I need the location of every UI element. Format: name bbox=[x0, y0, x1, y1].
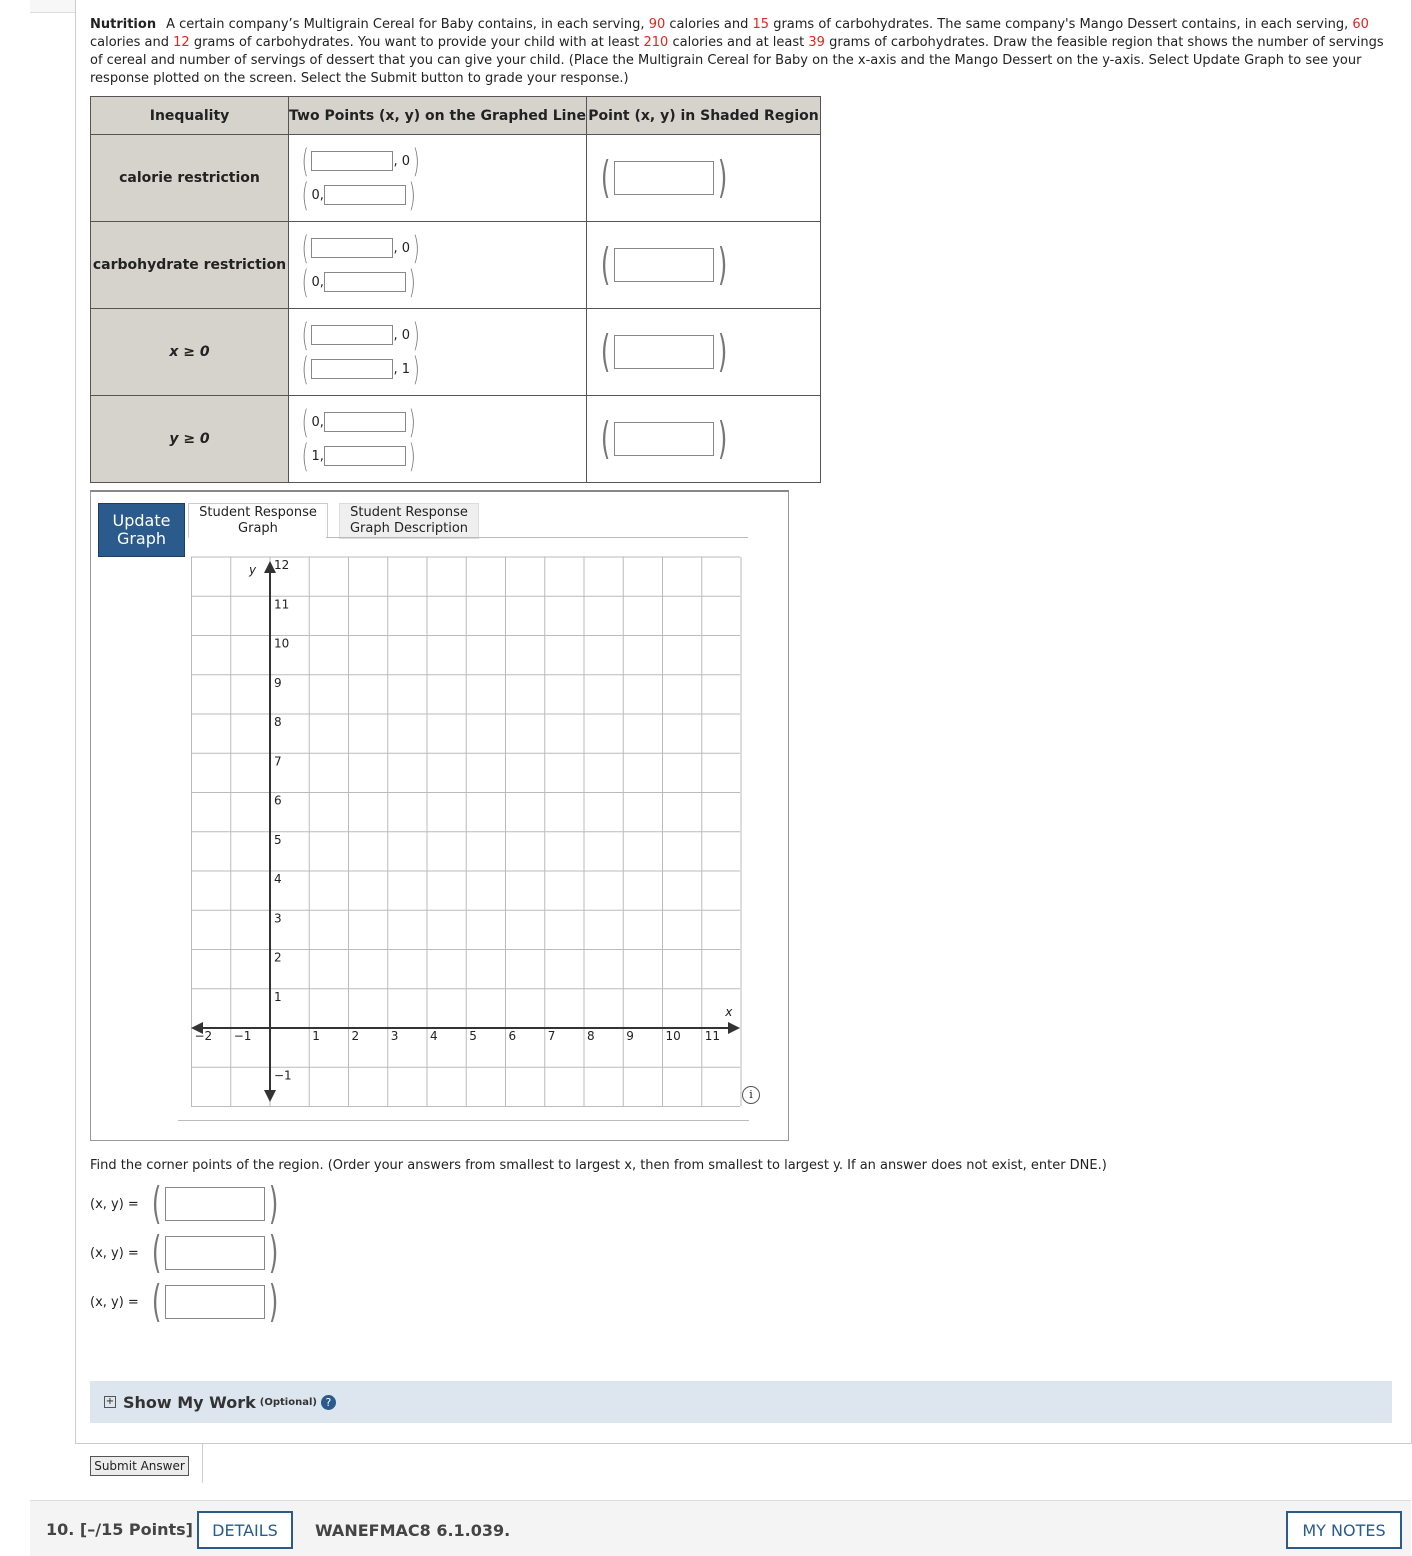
x-tick-label: 11 bbox=[704, 1029, 721, 1043]
q-value: 60 bbox=[1352, 17, 1369, 32]
q-seg: grams of carbohydrates. Draw the feasible region that shows the number of servings of cereal and number of servings of dessert that you can give your child. (Place the Multigrain Cereal for Baby on the x-axis and the Mango Dessert on the y-axis. Select Update Graph to see your response plotted on the screen. Select the Submit button to grade your response.) bbox=[90, 35, 1384, 86]
pt-prefix: 1, bbox=[311, 448, 324, 464]
q-value: 90 bbox=[648, 17, 666, 32]
update-graph-button[interactable]: Update Graph bbox=[98, 503, 185, 557]
row-label: carbohydrate restriction bbox=[91, 222, 289, 309]
pt-suffix: , 0 bbox=[393, 240, 411, 256]
x-axis-label: x bbox=[725, 1005, 733, 1019]
y-axis-arrow-down bbox=[264, 1090, 276, 1102]
corner-point-row: (x, y) = ( ) bbox=[90, 1178, 279, 1229]
two-points-cell: ( 0, ) ( 1, ) bbox=[289, 396, 587, 483]
row-label: calorie restriction bbox=[91, 135, 289, 222]
two-points-cell: ( , 0 ) ( 0, ) bbox=[289, 222, 587, 309]
y-tick-label: −1 bbox=[274, 1068, 292, 1083]
corner-label: (x, y) = bbox=[90, 1294, 139, 1310]
question-number: 10. [–/15 Points] bbox=[46, 1520, 193, 1539]
y-tick-label: 7 bbox=[274, 754, 282, 769]
corner-label: (x, y) = bbox=[90, 1245, 139, 1261]
header-shaded-point: Point (x, y) in Shaded Region bbox=[587, 97, 821, 135]
show-my-work-label[interactable]: Show My Work bbox=[123, 1392, 256, 1412]
two-points-cell: ( , 0 ) ( 0, ) bbox=[289, 135, 587, 222]
pt-suffix: , 1 bbox=[393, 361, 411, 377]
shaded-point-cell: ( ) bbox=[587, 135, 821, 222]
tab-student-response-graph[interactable]: Student Response Graph bbox=[188, 503, 328, 538]
graph-bottom-rule bbox=[178, 1120, 749, 1121]
y-tick-label: 1 bbox=[274, 989, 282, 1004]
optional-label: (Optional) bbox=[259, 1396, 317, 1408]
x-tick-label: 8 bbox=[587, 1029, 595, 1043]
y-tick-label: 11 bbox=[274, 597, 290, 612]
x-tick-label: −1 bbox=[233, 1029, 252, 1043]
y-tick-label: 9 bbox=[274, 675, 282, 690]
my-notes-button[interactable]: MY NOTES bbox=[1286, 1511, 1402, 1549]
x-tick-label: 1 bbox=[312, 1029, 320, 1043]
pt-prefix: 0, bbox=[311, 187, 324, 203]
x-tick-label: 4 bbox=[430, 1029, 438, 1043]
shaded-point-cell: ( ) bbox=[587, 309, 821, 396]
corner-points-instructions: Find the corner points of the region. (Order your answers from smallest to largest x, then from smallest to largest y. If an answer does not exist, enter DNE.) bbox=[90, 1158, 1107, 1173]
corner-point-input[interactable] bbox=[165, 1187, 265, 1221]
q-value: 39 bbox=[808, 35, 825, 50]
problem-code: WANEFMAC8 6.1.039. bbox=[315, 1521, 511, 1540]
x-tick-label: 5 bbox=[469, 1029, 477, 1043]
q-seg: A certain company’s Multigrain Cereal for Baby contains, in each serving, bbox=[166, 17, 645, 32]
y-tick-label: 4 bbox=[274, 872, 282, 886]
corner-label: (x, y) = bbox=[90, 1196, 139, 1212]
q-seg: grams of carbohydrates. The same company's Mango Dessert contains, in each serving, bbox=[773, 17, 1349, 32]
y-tick-label: 5 bbox=[274, 832, 282, 847]
x-tick-label: 3 bbox=[390, 1029, 399, 1043]
q-seg: calories and bbox=[90, 35, 169, 50]
x-tick-label: 6 bbox=[508, 1029, 517, 1043]
pt-prefix: 0, bbox=[311, 414, 324, 430]
pt-suffix: , 0 bbox=[393, 153, 411, 169]
x-tick-label: 2 bbox=[351, 1029, 360, 1043]
y-tick-label: 6 bbox=[274, 793, 282, 808]
row-label: y ≥ 0 bbox=[91, 396, 289, 483]
y-tick-label: 8 bbox=[274, 715, 282, 729]
x-tick-label: −2 bbox=[194, 1029, 213, 1043]
pt-prefix: 0, bbox=[311, 274, 324, 290]
pt-suffix: , 0 bbox=[393, 327, 411, 343]
y-tick-label: 12 bbox=[274, 558, 290, 572]
show-my-work-bar[interactable] bbox=[90, 1381, 1392, 1423]
corner-point-input[interactable] bbox=[165, 1236, 265, 1270]
q-seg: grams of carbohydrates. You want to provide your child with at least bbox=[193, 35, 640, 50]
header-inequality: Inequality bbox=[91, 97, 289, 135]
y-tick-label: 3 bbox=[274, 911, 282, 926]
submit-divider bbox=[202, 1443, 203, 1483]
q-value: 12 bbox=[173, 35, 190, 50]
y-axis-label: y bbox=[249, 563, 257, 577]
tab-graph-description[interactable]: Student Response Graph Description bbox=[339, 503, 479, 539]
info-icon[interactable]: i bbox=[742, 1086, 760, 1104]
shaded-point-cell: ( ) bbox=[587, 396, 821, 483]
y-tick-label: 2 bbox=[274, 950, 282, 965]
q-seg: calories and bbox=[669, 17, 749, 32]
x-tick-label: 10 bbox=[665, 1029, 681, 1043]
x-axis-arrow-right bbox=[728, 1022, 740, 1034]
question-title: Nutrition bbox=[90, 17, 157, 32]
help-icon[interactable]: ? bbox=[321, 1395, 336, 1410]
q-value: 15 bbox=[752, 17, 770, 32]
x-tick-label: 7 bbox=[547, 1029, 556, 1043]
expand-icon[interactable]: + bbox=[105, 1396, 115, 1407]
details-button[interactable]: DETAILS bbox=[197, 1511, 293, 1549]
corner-point-row: (x, y) = ( ) bbox=[90, 1227, 279, 1278]
shaded-point-cell: ( ) bbox=[587, 222, 821, 309]
x-tick-label: 9 bbox=[626, 1029, 634, 1043]
q-seg: calories and at least bbox=[672, 35, 805, 50]
two-points-cell: ( , 0 ) ( , 1 ) bbox=[289, 309, 587, 396]
header-two-points: Two Points (x, y) on the Graphed Line bbox=[289, 97, 587, 135]
corner-point-input[interactable] bbox=[165, 1285, 265, 1319]
y-tick-label: 10 bbox=[274, 636, 290, 651]
submit-answer-button[interactable]: Submit Answer bbox=[90, 1456, 189, 1476]
corner-point-row: (x, y) = ( ) bbox=[90, 1276, 279, 1327]
row-label: x ≥ 0 bbox=[91, 309, 289, 396]
q-value: 210 bbox=[643, 35, 669, 50]
